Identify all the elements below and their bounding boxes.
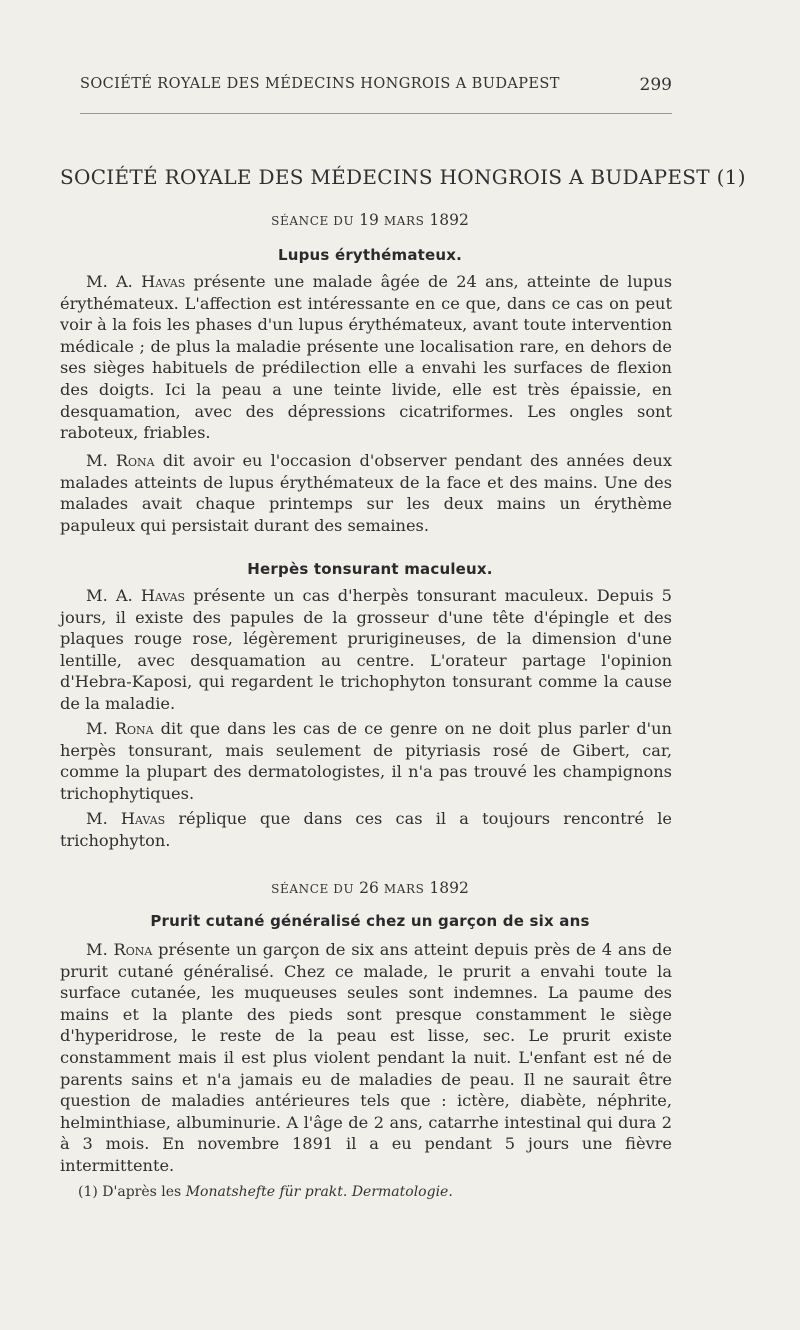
speaker-name: Havas: [141, 272, 186, 291]
paragraph: [60, 450, 672, 536]
section-heading: Prurit cutané généralisé chez un garçon de six ans: [150, 912, 590, 930]
page-number: 299: [639, 75, 672, 95]
section-heading: Herpès tonsurant maculeux.: [247, 560, 493, 578]
speaker-name: Rona: [115, 451, 155, 470]
speaker-prefix: M.: [86, 451, 116, 470]
running-head-title: SOCIÉTÉ ROYALE DES MÉDECINS HONGROIS A BUDAPEST: [80, 76, 560, 92]
speaker-name: Havas: [120, 809, 166, 828]
running-head: [80, 75, 672, 95]
speaker-name: Havas: [140, 586, 186, 605]
speaker-name: Rona: [113, 940, 153, 959]
speaker-prefix: M. A.: [86, 272, 142, 291]
speaker-prefix: M.: [86, 809, 121, 828]
article-title: SOCIÉTÉ ROYALE DES MÉDECINS HONGROIS A BUDAPEST (1): [60, 165, 746, 189]
session-day: 26: [359, 879, 379, 897]
paragraph: [60, 718, 672, 804]
speaker-prefix: M.: [86, 719, 115, 738]
paragraph-text: réplique que dans ces cas il a toujours rencontré le trichophyton.: [60, 809, 672, 850]
paragraph-text: présente une malade âgée de 24 ans, atteinte de lupus érythémateux. L'affection est intéressante en ce que, dans ce cas on peut voir à la fois les phases d'un lupus érythémateux, avant toute intervention médicale ; de plus la maladie présente une localisation rare, en dehors de ses sièges habituels de prédilection elle a envahi les surfaces de flexion des doigts. Ici la peau a une teinte livide, elle est très épaissie, en desquamation, avec des dépressions cicatriformes. Les ongles sont raboteux, friables.: [60, 272, 672, 443]
paragraph: [60, 271, 672, 444]
footnote: [78, 1184, 672, 1200]
paragraph-text: dit que dans les cas de ce genre on ne doit plus parler d'un herpès tonsurant, mais seulement de pityriasis rosé de Gibert, car, comme la plupart des dermatologistes, il n'a pas trouvé les champignons trichophytiques.: [60, 719, 672, 803]
footnote-marker: (1): [78, 1184, 98, 1200]
footnote-text: D'après les: [97, 1184, 186, 1200]
session-label: SÉANCE DU: [271, 214, 355, 228]
session-label: SÉANCE DU: [271, 882, 355, 896]
paragraph: [60, 808, 672, 851]
speaker-prefix: M.: [86, 940, 114, 959]
session-year: 1892: [429, 879, 469, 897]
session-month: MARS: [383, 214, 425, 228]
session-month: MARS: [383, 882, 425, 896]
speaker-name: Rona: [114, 719, 154, 738]
session-date: [60, 879, 680, 897]
speaker-prefix: M. A.: [86, 586, 141, 605]
paragraph-text: présente un garçon de six ans atteint depuis près de 4 ans de prurit cutané généralisé. Chez ce malade, le prurit a envahi toute la surface cutanée, les muqueuses seules sont indemnes. La paume des mains et la plante des pieds sont presque constamment le siège d'hyperidrose, le reste de la peau est lisse, sec. Le prurit existe constamment mais il est plus violent pendant la nuit. L'enfant est né de parents sains et n'a jamais eu de maladies de peau. Il ne saurait être question de maladies antérieures tels que : ictère, diabète, néphrite, helminthiase, albuminurie. A l'âge de 2 ans, catarrhe intestinal qui dura 2 à 3 mois. En novembre 1891 il a eu pendant 5 jours une fièvre intermittente.: [60, 940, 672, 1175]
session-date: [60, 211, 680, 229]
session-year: 1892: [429, 211, 469, 229]
paragraph-text: présente un cas d'herpès tonsurant maculeux. Depuis 5 jours, il existe des papules de la grosseur d'une tête d'épingle et des plaques rouge rose, légèrement prurigineuses, de la dimension d'une lentille, avec desquamation au centre. L'orateur partage l'opinion d'Hebra-Kaposi, qui regardent le trichophyton tonsurant comme la cause de la maladie.: [60, 586, 672, 713]
paragraph: [60, 939, 672, 1177]
session-day: 19: [359, 211, 379, 229]
paragraph-text: dit avoir eu l'occasion d'observer pendant des années deux malades atteints de lupus érythémateux de la face et des mains. Une des malades avait chaque printemps sur les deux mains un érythème papuleux qui persistait durant des semaines.: [60, 451, 672, 535]
paragraph: [60, 585, 672, 715]
section-heading: Lupus érythémateux.: [277, 246, 463, 264]
header-rule: [80, 113, 672, 114]
footnote-source: Monatshefte für prakt. Dermatologie.: [185, 1184, 453, 1200]
